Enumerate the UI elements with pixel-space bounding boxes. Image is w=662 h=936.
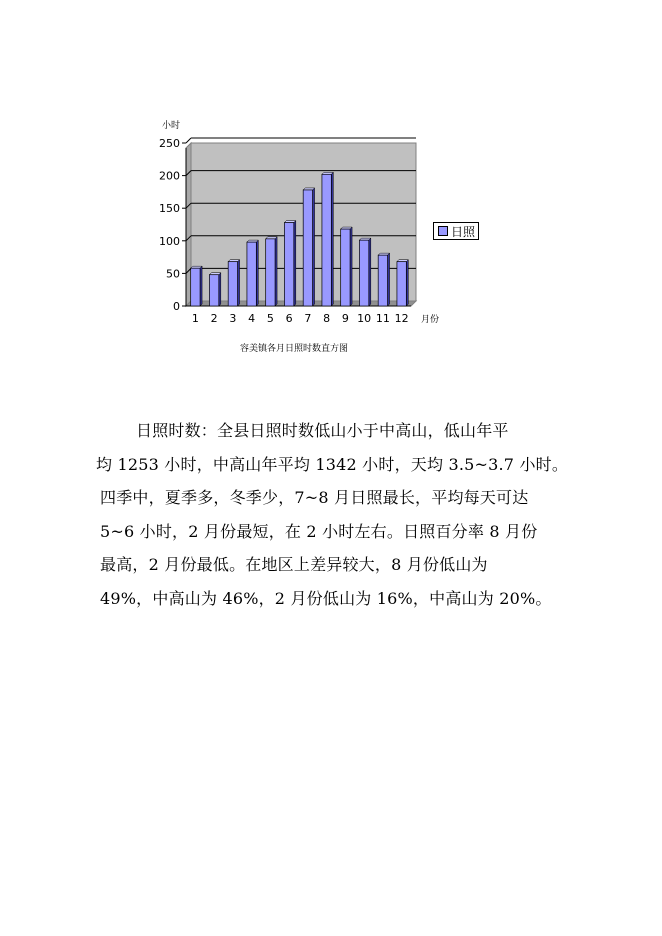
bar: [378, 255, 387, 306]
y-tick-label: 200: [159, 169, 180, 183]
y-axis-label: 小时: [162, 121, 181, 131]
y-tick-label: 100: [159, 234, 180, 248]
bar: [303, 190, 312, 306]
y-tick-label: 250: [159, 137, 180, 150]
x-axis-label: 月份: [421, 315, 440, 325]
x-tick-label: 3: [229, 312, 237, 325]
bar: [228, 262, 237, 306]
x-tick-label: 4: [248, 312, 256, 325]
legend-swatch: [438, 226, 448, 236]
x-tick-label: 11: [375, 312, 390, 325]
x-tick-label: 12: [394, 312, 409, 325]
bar: [266, 239, 275, 306]
y-tick-label: 150: [159, 202, 180, 216]
paragraph-line: 四季中，夏季多，冬季少，7~8 月日照最长，平均每天可达: [100, 488, 529, 508]
bar: [191, 268, 200, 306]
plot-side-wall: [186, 143, 191, 306]
bar: [322, 174, 331, 306]
x-tick-label: 2: [210, 312, 218, 325]
x-tick-label: 7: [304, 312, 312, 325]
bar: [247, 242, 256, 306]
bar: [341, 229, 350, 306]
body-paragraph: [96, 414, 570, 616]
paragraph-line: 日照时数：全县日照时数低山小于中高山，低山年平: [136, 421, 509, 440]
x-tick-label: 6: [285, 312, 293, 325]
y-tick-label: 0: [173, 300, 180, 313]
x-tick-label: 10: [357, 312, 372, 325]
legend-label: 日照: [451, 224, 476, 239]
bar-chart: [150, 110, 490, 360]
x-tick-label: 9: [341, 312, 349, 325]
x-tick-label: 5: [266, 312, 274, 325]
paragraph-line: 均 1253 小时，中高山年平均 1342 小时，天均 3.5~3.7 小时。: [96, 454, 569, 474]
x-tick-label: 1: [191, 312, 199, 325]
bar: [209, 275, 218, 306]
y-tick-label: 50: [166, 267, 180, 281]
chart-legend: [433, 222, 479, 240]
bar: [284, 223, 293, 306]
bar: [359, 240, 368, 306]
chart-caption: 容美镇各月日照时数直方图: [239, 344, 349, 354]
paragraph-line: 最高，2 月份最低。在地区上差异较大，8 月份低山为: [100, 555, 488, 575]
x-tick-label: 8: [323, 312, 331, 325]
bar: [397, 262, 406, 306]
gridline-side: [186, 138, 191, 143]
paragraph-line: 5~6 小时，2 月份最短，在 2 小时左右。日照百分率 8 月份: [100, 521, 538, 541]
paragraph-line: 49%，中高山为 46%，2 月份低山为 16%，中高山为 20%。: [100, 588, 552, 608]
